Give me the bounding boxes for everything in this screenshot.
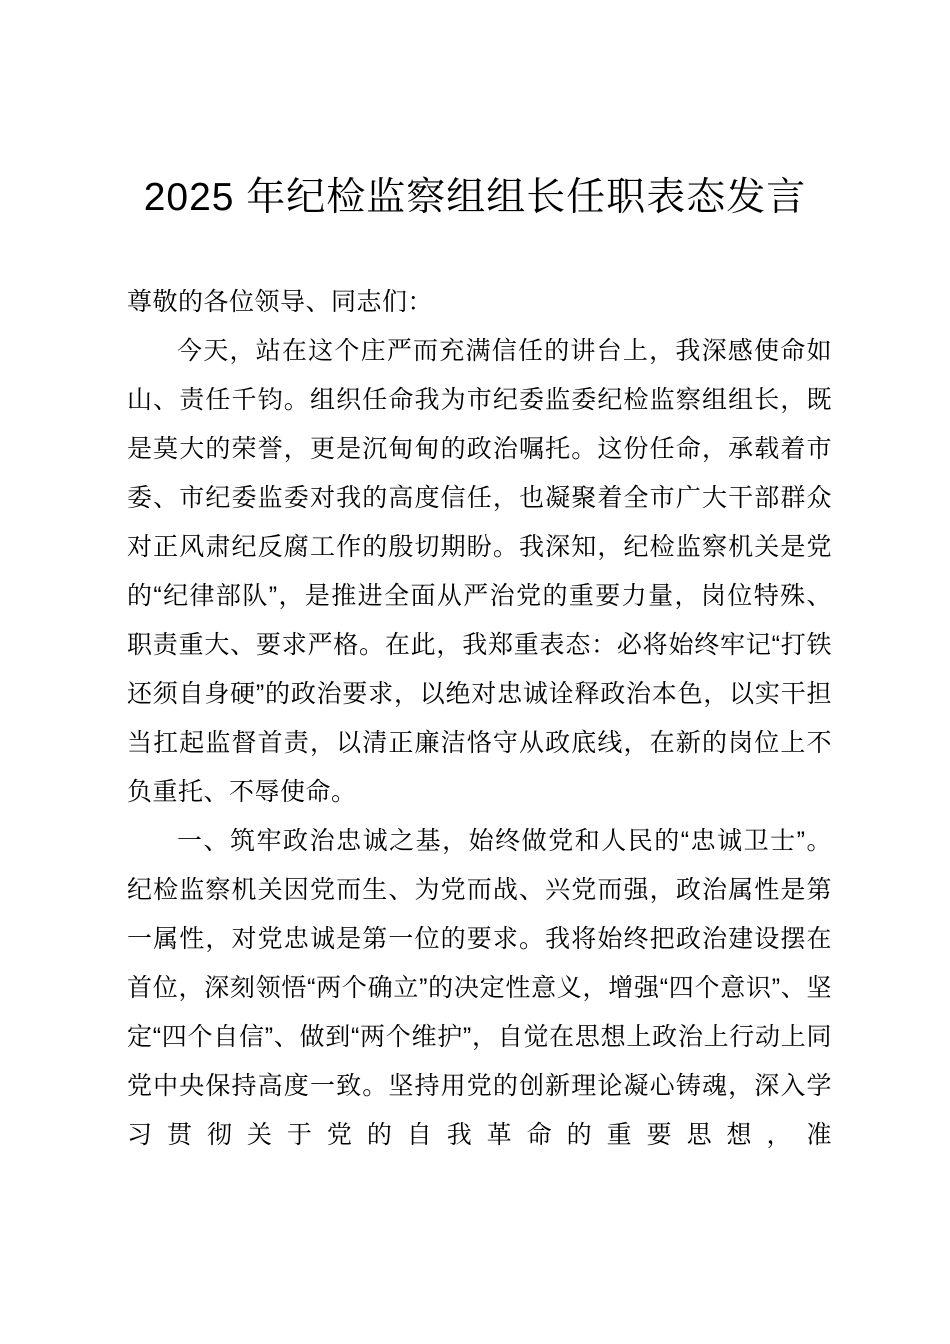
paragraph-section-one: 一、筑牢政治忠诚之基，始终做党和人民的“忠诚卫士”。纪检监察机关因党而生、为党而战、兴党而强，政治属性是第一属性，对党忠诚是第一位的要求。我将始终把政治建设摆在首位，深刻领悟“两个确立”的决定性意义，增强“四个意识”、坚定“四个自信”、做到“两个维护”，自觉在思想上政治上行动上同党中央保持高度一致。坚持用党的创新理论凝心铸魂，深入学习贯彻关于党的自我革命的重要思想，准 xyxy=(127,827,832,1149)
document-body xyxy=(127,278,832,1160)
salutation-line: 尊敬的各位领导、同志们： xyxy=(127,288,434,316)
paragraph-opening: 今天，站在这个庄严而充满信任的讲台上，我深感使命如山、责任千钧。组织任命我为市纪委监委纪检监察组组长，既是莫大的荣誉，更是沉甸甸的政治嘱托。这份任命，承载着市委、市纪委监委对我的高度信任，也凝聚着全市广大干部群众对正风肃纪反腐工作的殷切期盼。我深知，纪检监察机关是党的“纪律部队”，是推进全面从严治党的重要力量，岗位特殊、职责重大、要求严格。在此，我郑重表态：必将始终牢记“打铁还须自身硬”的政治要求，以绝对忠诚诠释政治本色，以实干担当扛起监督首责，以清正廉洁恪守从政底线，在新的岗位上不负重托、不辱使命。 xyxy=(127,337,832,806)
document-title: 2025 年纪检监察组组长任职表态发言 xyxy=(143,176,807,219)
